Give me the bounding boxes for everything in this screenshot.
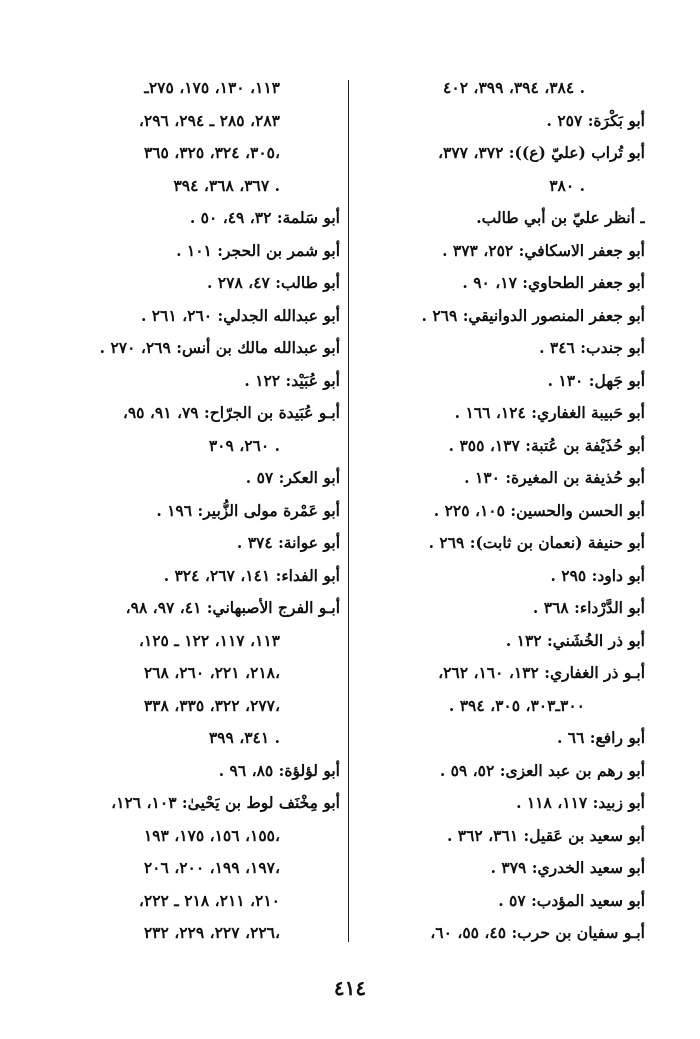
page-number: ٤١٤ [333,976,367,1000]
index-entry: أبو عُبَيْد: ١٢٢ . [244,370,340,390]
index-entry-continuation: ١٩٧، ١٩٩، ٢٠٠، ٢٠٦، [143,858,280,877]
index-entry: أبو جعفر الاسكافي: ٢٥٢، ٣٧٣ . [442,240,645,260]
index-entry: أبو جندب: ٣٤٦ . [539,338,645,357]
index-entry: ـ أنظر عليّ بن أبي طالب. [476,208,645,227]
index-entry-continuation: ٢٦٠، ٣٠٩ . [208,435,280,455]
column-divider [348,80,349,942]
index-entry: أبو داود: ٢٩٥ . [550,565,645,585]
index-entry: أبو عبدالله الجدلي: ٢٦٠، ٢٦١ . [140,305,340,325]
index-entry: أبو الحسن والحسين: ١٠٥، ٢٢٥ . [433,500,645,520]
index-entry: أبو زبيد: ١١٧، ١١٨ . [516,793,645,812]
index-entry-continuation: ٣٨٠ . [549,175,585,195]
index-entry-continuation: ٣٨٤، ٣٩٤، ٣٩٩، ٤٠٢ . [443,78,585,97]
index-entry: أبو حُذَيْفة بن عُتبة: ١٣٧، ٣٥٥ . [448,435,645,455]
index-entry: أبو سعيد الخدري: ٣٧٩ . [490,858,645,877]
index-entry-continuation: ٣٠٠ـ٣٠٣، ٣٠٥، ٣٩٤ . [448,695,585,715]
index-entry: أبـو ذر الغفاري: ١٣٢، ١٦٠، ٢٦٢، [438,663,645,682]
index-entry: أبو ذر الخُشَني: ١٣٢ . [505,630,645,650]
index-entry: أبو طالب: ٤٧، ٢٧٨ . [207,273,340,292]
index-entry: أبو عوانة: ٣٧٤ . [236,533,340,552]
index-entry: أبو جعفر المنصور الدوانيقي: ٢٦٩ . [421,305,645,325]
index-entry-continuation: ٣٤١، ٣٩٩ . [208,728,280,747]
index-entry: أبو رهم بن عبد العزى: ٥٢، ٥٩ . [439,760,645,780]
index-entry-continuation: ١١٣، ١١٧، ١٢٢ ـ ١٢٥، [138,630,280,650]
index-entry: أبو جَهل: ١٣٠ . [547,370,645,390]
index-entry: أبو جعفر الطحاوي: ١٧، ٩٠ . [462,273,645,292]
index-entry: أبو حُذيفة بن المغيرة: ١٣٠ . [464,468,645,487]
index-entry: أبو العكر: ٥٧ . [245,468,340,487]
index-entry-continuation: ٢٢٦، ٢٢٧، ٢٢٩، ٢٣٢، [143,923,280,942]
index-entry-continuation: ١٥٥، ١٥٦، ١٧٥، ١٩٣، [143,825,280,845]
index-entry: أبـو عُبَيدة بن الجرّاح: ٧٩، ٩١، ٩٥، [122,403,340,422]
index-entry: أبو شمر بن الحجر: ١٠١ . [176,240,340,260]
index-entry: أبو سَلمة: ٣٢، ٤٩، ٥٠ . [189,208,340,227]
index-entry: أبو حَبيبة الغفاري: ١٢٤، ١٦٦ . [454,403,645,422]
index-entry: أبو عبدالله مالك بن أنس: ٢٦٩، ٢٧٠ . [99,338,340,357]
index-entry: أبـو الفرج الأصبهاني: ٤١، ٩٧، ٩٨، [125,598,340,617]
index-entry: أبو لؤلؤة: ٨٥، ٩٦ . [218,760,340,780]
index-entry-continuation: ٣٦٧، ٣٦٨، ٣٩٤ . [173,175,280,195]
index-entry-continuation: ١١٣، ١٣٠، ١٧٥، ٢٧٥ـ [144,78,280,97]
index-entry: أبو الفداء: ١٤١، ٢٦٧، ٣٢٤ . [163,565,340,585]
index-entry: أبو بَكْرَة: ٢٥٧ . [546,110,645,130]
index-entry: أبو مِخْنَف لوط بن يَحْيىٰ: ١٠٣، ١٢٦، [111,793,340,812]
index-entry: أبـو سفيان بن حرب: ٤٥، ٥٥، ٦٠، [430,923,645,942]
index-entry: أبو سعيد بن عَقيل: ٣٦١، ٣٦٢ . [446,825,645,845]
index-entry: أبو الدَّرْداء: ٣٦٨ . [532,598,645,617]
index-entry: أبو حنيفة (نعمان بن ثابت): ٢٦٩ . [428,533,645,552]
index-entry-continuation: ٢١٨، ٢٢١، ٢٦٠، ٢٦٨، [143,663,280,682]
index-entry-continuation: ٢٧٧، ٣٢٢، ٣٣٥، ٣٣٨، [143,695,280,715]
index-entry: أبو رافع: ٦٦ . [556,728,645,747]
index-column-right [355,72,645,950]
index-entry-continuation: ٣٠٥، ٣٢٤، ٣٢٥، ٣٦٥، [143,143,280,162]
index-column-left [50,72,340,950]
index-entry: أبو عَمْرة مولى الزُّبير: ١٩٦ . [156,500,340,520]
index-entry-continuation: ٢٨٣، ٢٨٥ ـ ٢٩٤، ٢٩٦، [138,110,280,130]
index-entry: أبو سعيد المؤدب: ٥٧ . [498,890,645,910]
index-entry-continuation: ٢١٠، ٢١١، ٢١٨ ـ ٢٢٢، [138,890,280,910]
index-entry: أبو تُراب (عليّ (ع)): ٣٧٢، ٣٧٧، [438,143,645,162]
